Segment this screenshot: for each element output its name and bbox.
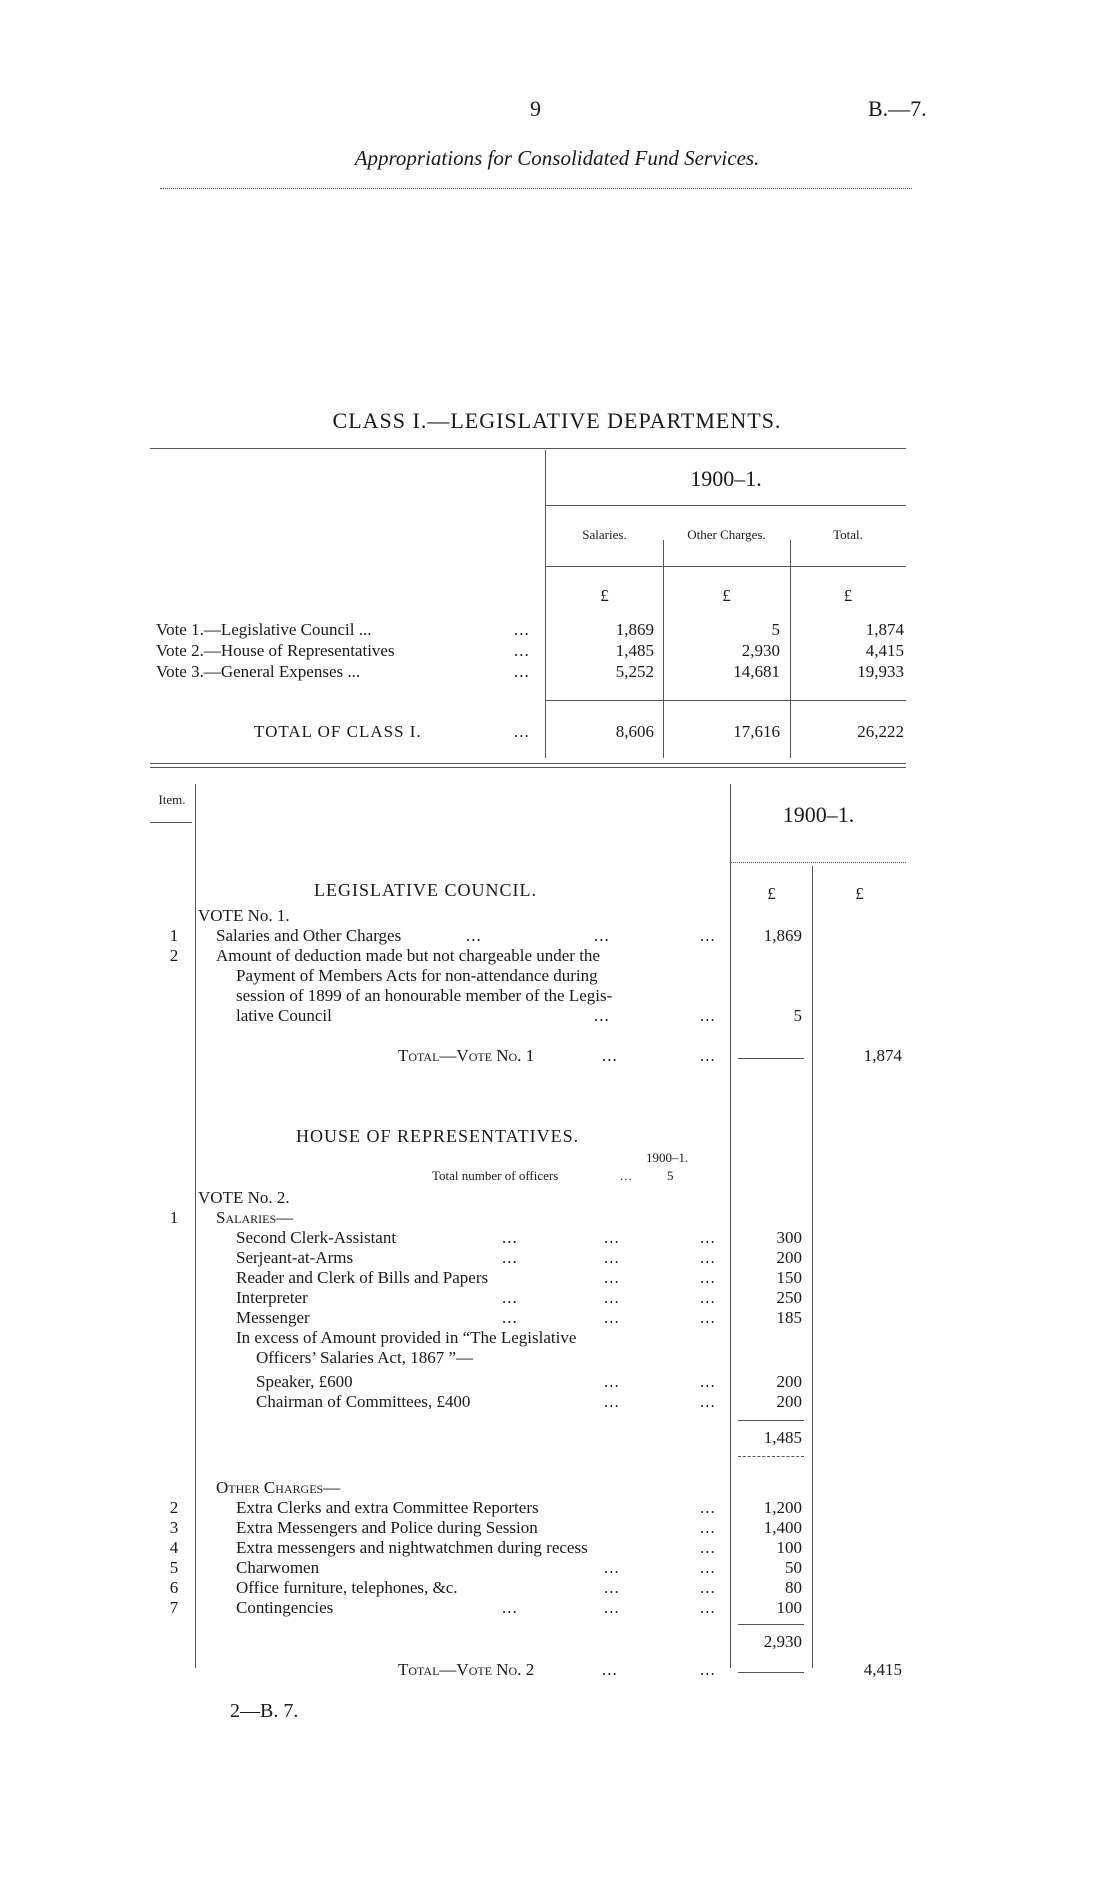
officers-label: Total number of officers (432, 1168, 559, 1183)
summary-row-label: Vote 3.—General Expenses ... (156, 662, 361, 681)
excess-item-amount: 200 (776, 1372, 802, 1391)
detail-currency-amount: £ (767, 884, 776, 903)
summary-total-total: 26,222 (857, 722, 904, 741)
salary-item-label: Messenger (236, 1308, 310, 1327)
vote-total-leaders: ... (700, 1046, 716, 1065)
salary-item-leaders: ... (700, 1308, 716, 1327)
item-column-header: Item. (158, 792, 186, 807)
summary-row-leaders: ... (514, 662, 530, 681)
item-number: 1 (169, 926, 179, 945)
line-item-label: Amount of deduction made but not chargeable under the (216, 946, 600, 965)
item-number: 7 (169, 1598, 179, 1617)
summary-total-other: 17,616 (733, 722, 780, 741)
other-item-amount: 50 (785, 1558, 802, 1577)
item-header-rule (150, 822, 192, 823)
summary-other-column-rule (790, 540, 791, 758)
summary-currency-other: £ (722, 586, 731, 605)
officers-leaders: ... (620, 1168, 633, 1183)
salary-item-leaders: ... (502, 1308, 518, 1327)
salary-item-leaders: ... (604, 1228, 620, 1247)
line-item-label-continued: session of 1899 of an honourable member of the Legis- (236, 986, 613, 1005)
salary-item-leaders: ... (700, 1228, 716, 1247)
summary-row-salaries: 1,869 (615, 620, 654, 639)
section-heading-house-of-representatives: HOUSE OF REPRESENTATIVES. (296, 1126, 580, 1146)
excess-item-leaders: ... (604, 1392, 620, 1411)
line-item-leaders: ... (594, 926, 610, 945)
salary-item-label: Second Clerk-Assistant (236, 1228, 397, 1247)
summary-column-header-rule (546, 566, 906, 567)
summary-row-label: Vote 2.—House of Representatives (156, 641, 395, 660)
vote-total-label: Total—Vote No. 2 (398, 1660, 535, 1679)
line-item-label-continued: Payment of Members Acts for non-attendance during (236, 966, 598, 985)
vote-total-leaders: ... (700, 1660, 716, 1679)
excess-item-leaders: ... (604, 1372, 620, 1391)
other-item-label: Charwomen (236, 1558, 320, 1577)
officers-count: 5 (667, 1168, 674, 1183)
summary-total-leaders: ... (514, 722, 530, 741)
summary-column-total: Total. (833, 527, 863, 542)
excess-item-label: Speaker, £600 (256, 1372, 353, 1391)
detail-year-header: 1900–1. (782, 802, 855, 827)
vote-heading: VOTE No. 2. (198, 1188, 290, 1207)
other-item-amount: 1,200 (763, 1498, 802, 1517)
vote-total-amount: 4,415 (863, 1660, 902, 1679)
salary-item-amount: 150 (776, 1268, 802, 1287)
summary-column-other-charges: Other Charges. (687, 527, 766, 542)
salary-item-amount: 185 (776, 1308, 802, 1327)
other-item-leaders: ... (604, 1598, 620, 1617)
salary-item-amount: 300 (776, 1228, 802, 1247)
other-charges-subheading: Other Charges— (216, 1478, 341, 1497)
salary-item-leaders: ... (502, 1288, 518, 1307)
summary-row-other: 14,681 (733, 662, 780, 681)
summary-year-header: 1900–1. (690, 466, 762, 491)
other-item-amount: 80 (785, 1578, 802, 1597)
other-item-label: Extra messengers and nightwatchmen during recess (236, 1538, 588, 1557)
other-item-label: Extra Messengers and Police during Session (236, 1518, 538, 1537)
summary-currency-total: £ (843, 586, 853, 605)
officers-year: 1900–1. (646, 1150, 689, 1165)
line-item-label-continued: lative Council (236, 1006, 332, 1025)
line-item-label: Salaries and Other Charges (216, 926, 402, 945)
other-item-label: Office furniture, telephones, &c. (236, 1578, 458, 1597)
signature-mark: 2—B. 7. (230, 1700, 299, 1722)
item-number: 2 (169, 1498, 179, 1517)
other-item-leaders: ... (604, 1558, 620, 1577)
excess-provision-label-continued: Officers’ Salaries Act, 1867 ”— (256, 1348, 473, 1367)
salary-item-label: Reader and Clerk of Bills and Papers (236, 1268, 489, 1287)
summary-subtotal-rule (546, 700, 906, 701)
detail-year-rule (731, 862, 906, 863)
salary-item-label: Interpreter (236, 1288, 308, 1307)
other-charges-subtotal: 2,930 (763, 1632, 802, 1651)
other-item-leaders: ... (700, 1578, 716, 1597)
vote-total-rule (738, 1672, 804, 1673)
summary-row-total: 4,415 (865, 641, 904, 660)
salary-item-label: Serjeant-at-Arms (236, 1248, 354, 1267)
vote-total-leaders: ... (602, 1046, 618, 1065)
line-item-leaders: ... (594, 1006, 610, 1025)
excess-item-leaders: ... (700, 1372, 716, 1391)
page-title: Appropriations for Consolidated Fund Services. (354, 146, 760, 170)
summary-bottom-rule-double (150, 767, 906, 768)
item-number: 3 (169, 1518, 179, 1537)
item-number: 1 (169, 1208, 179, 1227)
salary-item-leaders: ... (502, 1228, 518, 1247)
salary-item-amount: 200 (776, 1248, 802, 1267)
summary-row-salaries: 1,485 (615, 641, 654, 660)
class-heading: CLASS I.—LEGISLATIVE DEPARTMENTS. (332, 408, 782, 433)
line-item-amount: 5 (793, 1006, 802, 1025)
line-item-amount: 1,869 (763, 926, 802, 945)
vote-total-label: Total—Vote No. 1 (398, 1046, 535, 1065)
line-item-leaders: ... (700, 1006, 716, 1025)
summary-bottom-rule (150, 763, 906, 764)
header-rule (160, 188, 912, 189)
other-item-label: Contingencies (236, 1598, 334, 1617)
summary-row-salaries: 5,252 (615, 662, 654, 681)
excess-item-label: Chairman of Committees, £400 (256, 1392, 471, 1411)
other-item-leaders: ... (700, 1598, 716, 1617)
section-heading-legislative-council: LEGISLATIVE COUNCIL. (314, 880, 537, 900)
vote-total-leaders: ... (602, 1660, 618, 1679)
summary-row-other: 5 (771, 620, 780, 639)
other-subtotal-rule (738, 1624, 804, 1625)
other-item-amount: 100 (776, 1538, 802, 1557)
summary-row-total: 1,874 (865, 620, 904, 639)
other-item-label: Extra Clerks and extra Committee Reporters (236, 1498, 539, 1517)
item-column-rule (195, 784, 196, 1668)
excess-item-leaders: ... (700, 1392, 716, 1411)
vote-total-amount: 1,874 (863, 1046, 902, 1065)
salary-item-leaders: ... (604, 1248, 620, 1267)
item-number: 2 (169, 946, 179, 965)
document-reference: B.—7. (868, 96, 927, 121)
vote-total-rule (738, 1058, 804, 1059)
salaries-subtotal-rule (738, 1420, 804, 1421)
salaries-subtotal-bottom-rule (738, 1456, 804, 1457)
page-number: 9 (530, 96, 541, 121)
vote-heading: VOTE No. 1. (198, 906, 290, 925)
salaries-subtotal: 1,485 (763, 1428, 802, 1447)
item-number: 4 (169, 1538, 179, 1557)
salary-item-leaders: ... (604, 1288, 620, 1307)
summary-year-rule (546, 505, 906, 506)
salary-item-leaders: ... (604, 1308, 620, 1327)
excess-provision-label: In excess of Amount provided in “The Legislative (236, 1328, 577, 1347)
salary-item-amount: 250 (776, 1288, 802, 1307)
summary-column-salaries: Salaries. (582, 527, 627, 542)
line-item-leaders: ... (700, 926, 716, 945)
item-number: 5 (169, 1558, 179, 1577)
summary-total-label: TOTAL OF CLASS I. (254, 722, 422, 741)
other-item-leaders: ... (502, 1598, 518, 1617)
salary-item-leaders: ... (604, 1268, 620, 1287)
salary-item-leaders: ... (700, 1248, 716, 1267)
other-item-leaders: ... (700, 1518, 716, 1537)
summary-currency-salaries: £ (600, 586, 609, 605)
other-item-leaders: ... (604, 1578, 620, 1597)
summary-row-other: 2,930 (741, 641, 780, 660)
detail-currency-total: £ (855, 884, 864, 903)
amount-column-rule (730, 784, 731, 1668)
summary-top-rule (150, 448, 906, 449)
summary-row-label: Vote 1.—Legislative Council ... (156, 620, 372, 639)
salary-item-leaders: ... (502, 1248, 518, 1267)
summary-total-salaries: 8,606 (615, 722, 654, 741)
summary-row-leaders: ... (514, 620, 530, 639)
other-item-leaders: ... (700, 1498, 716, 1517)
other-item-leaders: ... (700, 1538, 716, 1557)
excess-item-amount: 200 (776, 1392, 802, 1411)
item-number: 6 (169, 1578, 179, 1597)
other-item-amount: 100 (776, 1598, 802, 1617)
other-item-amount: 1,400 (763, 1518, 802, 1537)
salary-item-leaders: ... (700, 1268, 716, 1287)
total-column-rule (812, 866, 813, 1668)
summary-row-total: 19,933 (857, 662, 904, 681)
summary-salaries-column-rule (663, 540, 664, 758)
salaries-subheading: Salaries— (216, 1208, 294, 1227)
summary-row-leaders: ... (514, 641, 530, 660)
other-item-leaders: ... (700, 1558, 716, 1577)
line-item-leaders: ... (466, 926, 482, 945)
salary-item-leaders: ... (700, 1288, 716, 1307)
